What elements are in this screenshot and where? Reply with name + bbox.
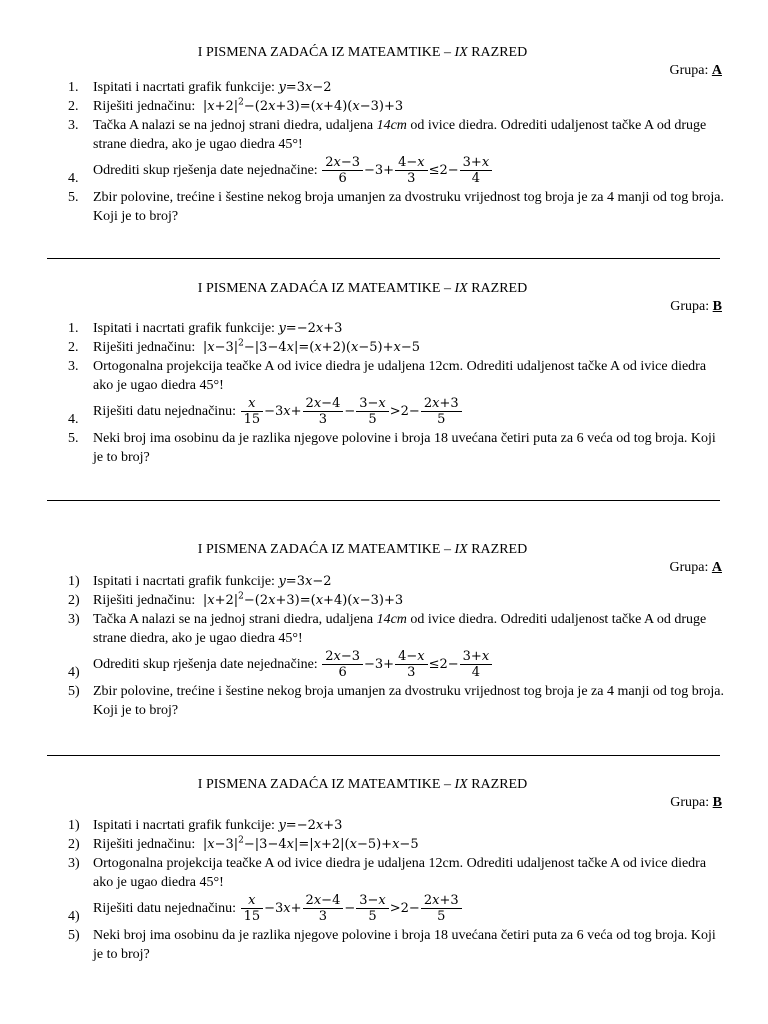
task-number: 5.: [68, 190, 79, 205]
task-number: 3): [68, 612, 80, 627]
task-text-cont: od ivice diedra. Odrediti udaljenost tačke A od druge strane diedra, ako je ugao diedra 45°!: [93, 118, 707, 152]
task-number: 4): [68, 665, 80, 680]
task-1: [68, 572, 728, 591]
task-4: [68, 648, 728, 682]
task-1: [68, 319, 728, 338]
function-formula: y=3x−2: [278, 80, 332, 95]
title-text: I PISMENA ZADAĆA IZ MATEAMTIKE –: [197, 777, 455, 792]
title-suffix: RAZRED: [467, 542, 528, 557]
task-3: [68, 116, 728, 154]
task-number: 1.: [68, 321, 79, 336]
title-suffix: RAZRED: [467, 281, 528, 296]
function-formula: y=−2x+3: [278, 321, 343, 336]
task-number: 2.: [68, 340, 79, 355]
task-number: 5): [68, 928, 80, 943]
task-5: [68, 926, 728, 964]
task-text: Riješiti jednačinu:: [93, 593, 199, 608]
task-list: [68, 816, 728, 964]
title-text: I PISMENA ZADAĆA IZ MATEAMTIKE –: [197, 542, 455, 557]
task-number: 2): [68, 593, 80, 608]
equation-formula: $|x+2|^2-(2x+3)=(x+4)(x-3)+3$: [198, 591, 404, 608]
task-text: Zbir polovine, trećine i šestine nekog broja umanjen za dvostruku vrijednost tog broja je za 4 manji od tog broja. Koji je to broj?: [93, 190, 725, 224]
equation-formula: $|x+2|^2-(2x+3)=(x+4)(x-3)+3$: [198, 97, 404, 114]
task-list: [68, 572, 728, 720]
task-text: Zbir polovine, trećine i šestine nekog broja umanjen za dvostruku vrijednost tog broja je za 4 manji od tog broja. Koji je to broj?: [93, 684, 725, 718]
task-2: [68, 97, 728, 116]
group-label-text: Grupa:: [669, 63, 712, 78]
exam-title: [0, 43, 725, 62]
group-label-text: Grupa:: [670, 299, 713, 314]
task-2: [68, 338, 728, 357]
task-text: Odrediti skup rješenja date nejednačine:: [93, 163, 322, 178]
title-text: I PISMENA ZADAĆA IZ MATEAMTIKE –: [197, 45, 455, 60]
task-5: [68, 429, 728, 467]
title-text: I PISMENA ZADAĆA IZ MATEAMTIKE –: [197, 281, 455, 296]
task-list: [68, 78, 728, 226]
task-number: 3.: [68, 359, 79, 374]
task-number: 3): [68, 856, 80, 871]
exam-title: [0, 540, 725, 559]
group-label: [670, 297, 722, 316]
task-5: [68, 682, 728, 720]
task-number: 1): [68, 574, 80, 589]
task-3: [68, 610, 728, 648]
task-3: [68, 357, 728, 395]
task-number: 4.: [68, 412, 79, 427]
task-text: Ortogonalna projekcija teačke A od ivice diedra je udaljena 12cm. Odrediti udaljenost tačke A od ivice diedra ako je ugao diedra 45°!: [93, 359, 707, 393]
group-label-text: Grupa:: [669, 560, 712, 575]
task-text: Ispitati i nacrtati grafik funkcije:: [93, 80, 279, 95]
title-grade: IX: [454, 281, 468, 296]
title-suffix: RAZRED: [467, 777, 528, 792]
group-letter: A: [711, 63, 722, 78]
task-text: Riješiti jednačinu:: [93, 837, 199, 852]
equation-formula: $|x-3|^2-|3-4x|=(x+2)(x-5)+x-5$: [198, 338, 420, 355]
task-1: [68, 78, 728, 97]
task-text-cont: od ivice diedra. Odrediti udaljenost tačke A od druge strane diedra, ako je ugao diedra 45°!: [93, 612, 707, 646]
group-letter: B: [712, 795, 722, 810]
title-suffix: RAZRED: [467, 45, 528, 60]
exam-title: [0, 775, 725, 794]
separator-line: [47, 755, 720, 756]
task-distance: 14cm: [376, 612, 407, 627]
task-text: Riješiti datu nejednačinu:: [93, 404, 240, 419]
task-4: [68, 892, 728, 926]
function-formula: y=3x−2: [278, 574, 332, 589]
task-5: [68, 188, 728, 226]
group-letter: A: [711, 560, 722, 575]
group-label: [670, 793, 722, 812]
task-2: [68, 591, 728, 610]
task-text: Ispitati i nacrtati grafik funkcije:: [93, 574, 279, 589]
task-text: Riješiti jednačinu:: [93, 99, 199, 114]
task-text: Ortogonalna projekcija teačke A od ivice diedra je udaljena 12cm. Odrediti udaljenost tačke A od ivice diedra ako je ugao diedra 45°!: [93, 856, 707, 890]
task-text: Neki broj ima osobinu da je razlika njegove polovine i broja 18 uvećana četiri puta za 6 veća od tog broja. Koji je to broj?: [93, 431, 716, 465]
task-text: Riješiti datu nejednačinu:: [93, 901, 240, 916]
task-text: Ispitati i nacrtati grafik funkcije:: [93, 818, 279, 833]
exam-title: [0, 279, 725, 298]
title-grade: IX: [454, 777, 468, 792]
task-number: 5.: [68, 431, 79, 446]
title-grade: IX: [454, 542, 468, 557]
task-number: 1.: [68, 80, 79, 95]
task-list: [68, 319, 728, 467]
inequality-formula: $\frac{2x-3}{6}$ −3+ $\frac{4-x}{3}$ ≤2− $\frac{3+x}{4}$: [321, 657, 493, 672]
task-number: 4.: [68, 171, 79, 186]
task-4: [68, 154, 728, 188]
task-text: Neki broj ima osobinu da je razlika njegove polovine i broja 18 uvećana četiri puta za 6 veća od tog broja. Koji je to broj?: [93, 928, 716, 962]
group-label-text: Grupa:: [670, 795, 713, 810]
task-number: 1): [68, 818, 80, 833]
inequality-formula: $\frac{x}{15}$ −3x+ $\frac{2x-4}{3}$ − $\frac{3-x}{5}$ >2− $\frac{2x+3}{5}$: [240, 404, 463, 419]
task-number: 5): [68, 684, 80, 699]
group-letter: B: [712, 299, 722, 314]
task-number: 4): [68, 909, 80, 924]
function-formula: y=−2x+3: [278, 818, 343, 833]
task-text: Ispitati i nacrtati grafik funkcije:: [93, 321, 279, 336]
separator-line: [47, 258, 720, 259]
task-2: [68, 835, 728, 854]
task-distance: 14cm: [376, 118, 407, 133]
task-number: 2): [68, 837, 80, 852]
separator-line: [47, 500, 720, 501]
task-number: 2.: [68, 99, 79, 114]
equation-formula: $|x-3|^2-|3-4x|=|x+2|(x-5)+x-5$: [198, 835, 419, 852]
task-text: Tačka A nalazi se na jednoj strani diedra, udaljena: [93, 612, 377, 627]
task-number: 3.: [68, 118, 79, 133]
task-text: Riješiti jednačinu:: [93, 340, 199, 355]
task-text: Tačka A nalazi se na jednoj strani diedra, udaljena: [93, 118, 377, 133]
task-4: [68, 395, 728, 429]
task-3: [68, 854, 728, 892]
inequality-formula: $\frac{2x-3}{6}$ −3+ $\frac{4-x}{3}$ ≤2− $\frac{3+x}{4}$: [321, 163, 493, 178]
task-text: Odrediti skup rješenja date nejednačine:: [93, 657, 322, 672]
title-grade: IX: [454, 45, 468, 60]
task-1: [68, 816, 728, 835]
inequality-formula: $\frac{x}{15}$ −3x+ $\frac{2x-4}{3}$ − $\frac{3-x}{5}$ >2− $\frac{2x+3}{5}$: [240, 901, 463, 916]
